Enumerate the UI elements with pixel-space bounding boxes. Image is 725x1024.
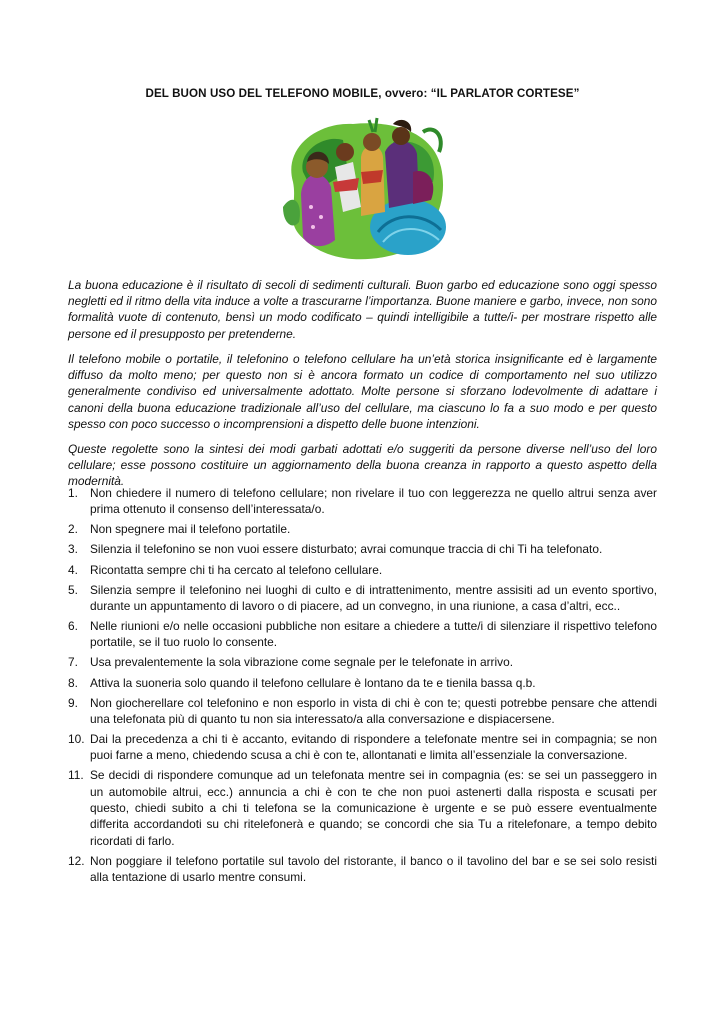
rule-item (68, 731, 657, 764)
rule-text: Silenzia sempre il telefonino nei luoghi di culto e di intrattenimento, mentre assisiti ad un evento sportivo, durante un appuntamento di lavoro o di piacere, ad un convegno, in una riunione, a casa d’altri, ecc.. (90, 582, 657, 613)
rule-number: 10. (68, 732, 85, 747)
rule-item (68, 562, 657, 578)
rule-item (68, 675, 657, 691)
rule-number: 9. (68, 695, 78, 710)
rule-item (68, 853, 657, 886)
rule-item (68, 654, 657, 670)
rule-text: Non chiedere il numero di telefono cellulare; non rivelare il tuo con leggerezza ne quello altrui senza aver prima ottenuto il consenso dell’interessata/o. (90, 486, 657, 517)
rule-text: Usa prevalentemente la sola vibrazione come segnale per le telefonate in arrivo. (90, 655, 514, 670)
rule-number: 11. (68, 768, 84, 783)
rule-item (68, 582, 657, 615)
rule-item (68, 695, 657, 728)
rule-text: Nelle riunioni e/o nelle occasioni pubbliche non esitare a chiedere a tutte/i di silenziare il rispettivo telefono portatile, se il tuo ruolo lo consente. (90, 619, 657, 650)
rule-text: Ricontatta sempre chi ti ha cercato al telefono cellulare. (90, 562, 383, 577)
rule-item (68, 521, 657, 537)
rule-number: 1. (68, 486, 78, 500)
intro-paragraph: Queste regolette sono la sintesi dei modi garbati adottati e/o suggeriti da persone diverse nell’uso del loro cellulare; esse possono costituire un aggiornamento della buona creanza in rapporto a questo aspetto della modernità. (68, 441, 657, 489)
rule-number: 6. (68, 619, 78, 634)
rule-text: Se decidi di rispondere comunque ad un telefonata mentre sei in compagnia (es: se sei un passeggero in un automobile altrui, ecc.) annuncia a chi è con te che non puoi astenerti dalla risposta e scusati per questo, chiedi subito a chi ti telefona se la comunicazione è urgente e se può essere eventualmente differita accordandoti su chi ritelefonerà e quando; se concordi che sia Tu a ritelefonare, a tempo debito ricordati di farlo. (90, 768, 657, 848)
intro-paragraph: La buona educazione è il risultato di secoli di sedimenti culturali. Buon garbo ed educazione sono oggi spesso negletti ed il ritmo della vita induce a volte a trascurarne l’importanza. Buone maniere e garbo, invece, non sono formalità vuote di contenuto, bensì un modo codificato – quindi intelligibile a tutte/i- per mostrare rispetto alle persone ed il presupposto per pretenderne. (68, 277, 657, 341)
rule-number: 8. (68, 675, 78, 690)
rule-item (68, 767, 657, 848)
rules-list (68, 485, 657, 889)
rule-number: 3. (68, 542, 78, 557)
rule-text: Non poggiare il telefono portatile sul tavolo del ristorante, il banco o il tavolino del bar e se sei solo resisti alla tentazione di usarlo mentre consumi. (90, 853, 657, 884)
document-title: DEL BUON USO DEL TELEFONO MOBILE, ovvero: “IL PARLATOR CORTESE” (145, 87, 580, 100)
rule-text: Silenzia il telefonino se non vuoi essere disturbato; avrai comunque traccia di chi Ti ha telefonato. (90, 542, 603, 557)
rule-text: Dai la precedenza a chi ti è accanto, evitando di rispondere a telefonate mentre sei in compagnia; se non puoi farne a meno, chiedendo scusa a chi è con te, allontanati e limita all’essenziale la conversazione. (90, 732, 657, 763)
intro-paragraph: Il telefono mobile o portatile, il telefonino o telefono cellulare ha un’età storica insignificante ed è largamente diffuso da molto meno; per questo non si è ancora formato un codice di comportamento nel suo utilizzo generalmente condiviso ed universalmente adottato. Molte persone si sforzano lodevolmente di adattare i canoni della buona educazione tradizionale all’uso del cellulare, ma ciascuno lo fa a suo modo e per questo spesso con poco successo o incomprensioni a dispetto delle buone intenzioni. (68, 351, 657, 432)
rule-text: Non giocherellare col telefonino e non esporlo in vista di chi è con te; questi potrebbe pensare che attendi una telefonata più di quanto tu non sia interessato/a alla conversazione e dispiacersene. (90, 695, 657, 726)
rule-number: 4. (68, 562, 78, 577)
rule-item (68, 618, 657, 651)
rule-text: Attiva la suoneria solo quando il telefono cellulare è lontano da te e tienila bassa q.b. (90, 675, 536, 690)
rule-number: 12. (68, 853, 85, 868)
people-illustration (273, 112, 451, 262)
rule-number: 7. (68, 655, 78, 670)
rule-number: 5. (68, 582, 78, 597)
rule-item (68, 485, 657, 518)
rule-text: Non spegnere mai il telefono portatile. (90, 522, 291, 537)
rule-number: 2. (68, 522, 78, 537)
rule-item (68, 541, 657, 557)
